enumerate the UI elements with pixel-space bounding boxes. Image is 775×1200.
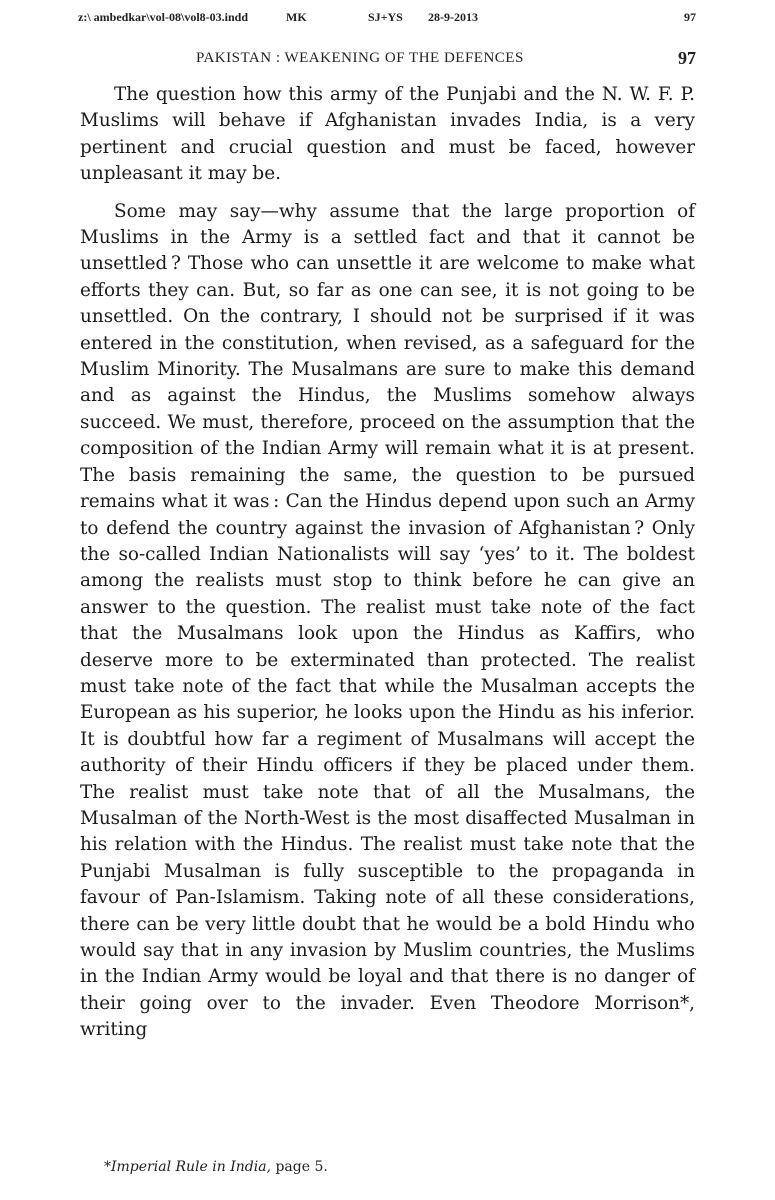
footnote bbox=[104, 1159, 328, 1175]
body-text bbox=[80, 82, 695, 1044]
running-head-title: PAKISTAN : WEAKENING OF THE DEFENCES bbox=[196, 50, 524, 66]
print-slug bbox=[78, 8, 696, 28]
running-head bbox=[110, 44, 696, 72]
page-number: 97 bbox=[678, 48, 696, 68]
footnote-title: Imperial Rule in India, bbox=[111, 1159, 271, 1175]
paragraph-1: The question how this army of the Punjabi and the N. W. F. P. Muslims will behave if Afghanistan invades India, is a very pertinent and crucial question and must be faced, however unpleasant it may be. bbox=[80, 84, 695, 185]
footnote-marker: * bbox=[104, 1159, 111, 1175]
paragraph-2: Some may say—why assume that the large proportion of Muslims in the Army is a settled fact and that it cannot be unsettled ? Those who can unsettle it are welcome to make what efforts they can. But, so far as one can see, it is not going to be unsettled. On the contrary, I should not be surprised if it was entered in the constitution, when revised, as a safeguard for the Muslim Minority. The Musalmans are sure to make this demand and as against the Hindus, the Muslims somehow always succeed. We must, therefore, proceed on the assumption that the composition of the Indian Army will remain what it is at present. The basis remaining the same, the question to be pursued remains what it was : Can the Hindus depend upon such an Army to defend the country against the invasion of Afghanistan ? Only the so-called Indian Nationalists will say ‘yes’ to it. The boldest among the realists must stop to think before he can give an answer to the question. The realist must take note of the fact that the Musalmans look upon the Hindus as Kaffirs, who deserve more to be exterminated than protected. The realist must take note of the fact that while the Musalman accepts the European as his superior, he looks upon the Hindu as his inferior. It is doubtful how far a regiment of Musalmans will accept the authority of their Hindu officers if they be placed under them. The realist must take note that of all the Musalmans, the Musalman of the North-West is the most disaffected Musalman in his relation with the Hindus. The realist must take note that the Punjabi Musalman is fully susceptible to the propaganda in favour of Pan-Islamism. Taking note of all these considerations, there can be very little doubt that he would be a bold Hindu who would say that in any invasion by Muslim countries, the Muslims in the Indian Army would be loyal and that there is no danger of their going over to the invader. Even Theodore Morrison*, writing bbox=[80, 200, 695, 1041]
slug-file-path: z:\ ambedkar\vol-08\vol8-03.indd bbox=[78, 10, 249, 24]
slug-date: 28-9-2013 bbox=[428, 10, 478, 24]
footnote-rest: page 5. bbox=[271, 1159, 328, 1175]
slug-initials-2: SJ+YS bbox=[368, 10, 403, 24]
slug-page: 97 bbox=[684, 10, 696, 24]
slug-initials-1: MK bbox=[286, 10, 307, 24]
